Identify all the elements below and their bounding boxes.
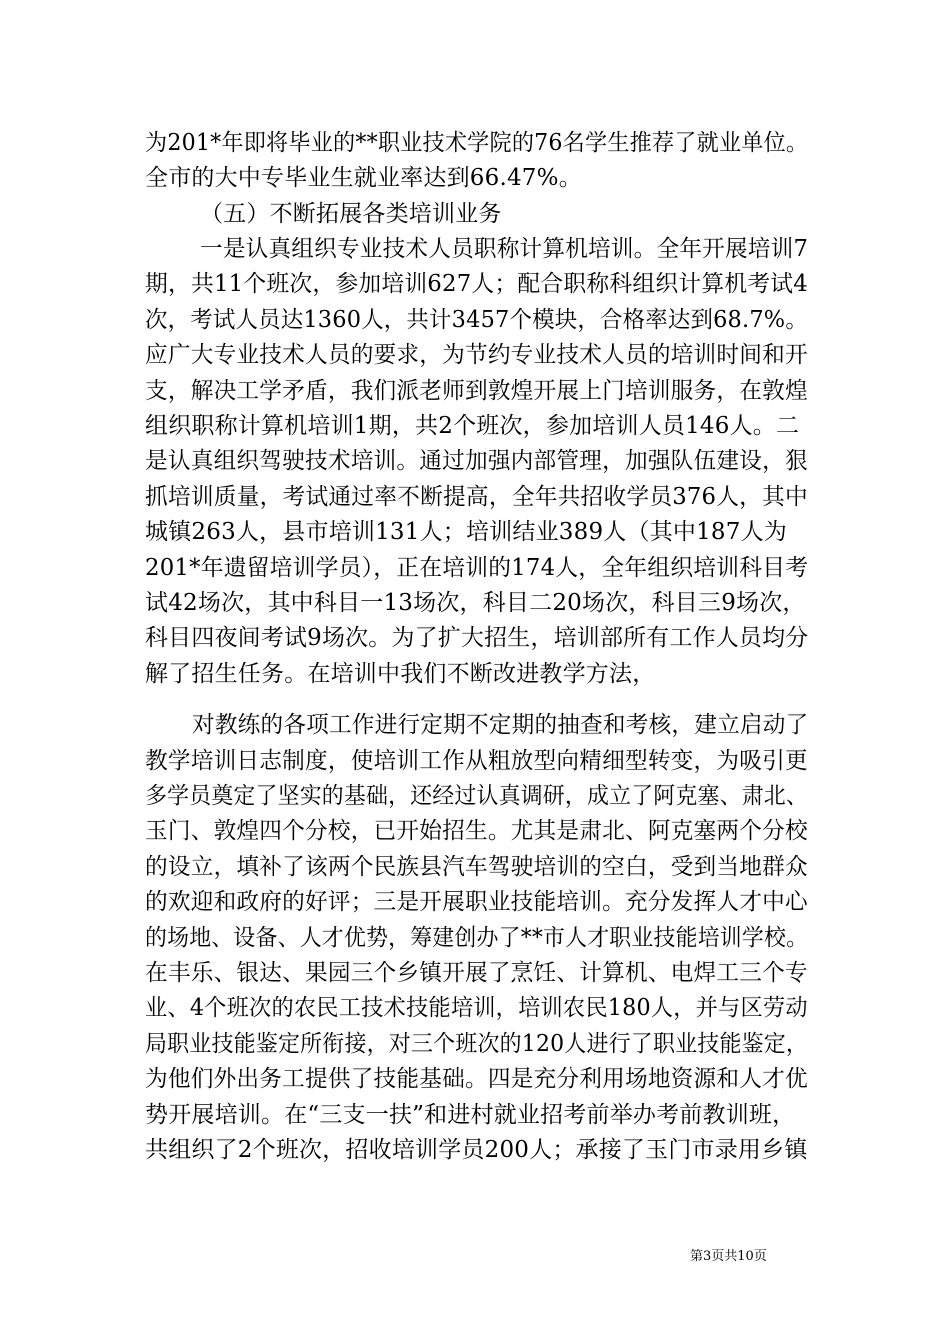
page-number: 第3页共10页: [690, 1249, 767, 1264]
text-line: 的场地、设备、人才优势，筹建创办了**市人才职业技能培训学校。: [145, 925, 809, 951]
text-line: 为他们外出务工提供了技能基础。四是充分利用场地资源和人才优: [145, 1066, 808, 1092]
text-line: 为201*年即将毕业的**职业技术学院的76名学生推荐了就业单位。: [145, 130, 809, 156]
text-line: 教学培训日志制度，使培训工作从粗放型向精细型转变，为吸引更: [145, 748, 808, 774]
text-line: 是认真组织驾驶技术培训。通过加强内部管理，加强队伍建设，狠: [145, 448, 808, 474]
text-line: 201*年遗留培训学员），正在培训的174人，全年组织培训科目考: [145, 555, 809, 581]
text-line: 一是认真组织专业技术人员职称计算机培训。全年开展培训7: [200, 236, 809, 262]
text-line: 多学员奠定了坚实的基础，还经过认真调研，成立了阿克塞、肃北、: [145, 783, 808, 809]
text-line: 的欢迎和政府的好评；三是开展职业技能培训。充分发挥人才中心: [145, 889, 808, 915]
text-line: 全市的大中专毕业生就业率达到66.47%。: [145, 165, 582, 191]
text-line: 次，考试人员达1360人，共计3457个模块，合格率达到68.7%。: [145, 307, 808, 333]
text-line: 城镇263人，县市培训131人；培训结业389人（其中187人为: [145, 519, 787, 545]
text-line: 对教练的各项工作进行定期不定期的抽查和考核，建立启动了: [192, 712, 809, 738]
text-line: 局职业技能鉴定所衔接，对三个班次的120人进行了职业技能鉴定，: [145, 1031, 809, 1057]
text-line: 解了招生任务。在培训中我们不断改进教学方法，: [145, 661, 656, 687]
text-line: 势开展培训。在“三支一扶”和进村就业招考前举办考前教训班，: [145, 1102, 796, 1128]
text-line: 组织职称计算机培训1期，共2个班次，参加培训人员146人。二: [145, 413, 800, 439]
text-line: 业、4个班次的农民工技术技能培训，培训农民180人，并与区劳动: [145, 995, 808, 1021]
text-line: 抓培训质量，考试通过率不断提高，全年共招收学员376人，其中: [145, 484, 808, 510]
text-line: 共组织了2个班次，招收培训学员200人；承接了玉门市录用乡镇: [145, 1137, 808, 1163]
text-line: 的设立，填补了该两个民族县汽车驾驶培训的空白，受到当地群众: [145, 854, 808, 880]
text-line: 科目四夜间考试9场次。为了扩大招生，培训部所有工作人员均分: [145, 625, 809, 651]
text-line: 在丰乐、银达、果园三个乡镇开展了烹饪、计算机、电焊工三个专: [145, 960, 808, 986]
text-line: 应广大专业技术人员的要求，为节约专业技术人员的培训时间和开: [145, 342, 808, 368]
text-line: 支，解决工学矛盾，我们派老师到敦煌开展上门培训服务，在敦煌: [145, 378, 808, 404]
text-line: 试42场次，其中科目一13场次，科目二20场次，科目三9场次，: [145, 590, 806, 616]
text-line: 玉门、敦煌四个分校，已开始招生。尤其是肃北、阿克塞两个分校: [145, 818, 808, 844]
text-line: 期，共11个班次，参加培训627人；配合职称科组织计算机考试4: [145, 271, 808, 297]
section-heading: （五）不断拓展各类培训业务: [200, 201, 502, 227]
